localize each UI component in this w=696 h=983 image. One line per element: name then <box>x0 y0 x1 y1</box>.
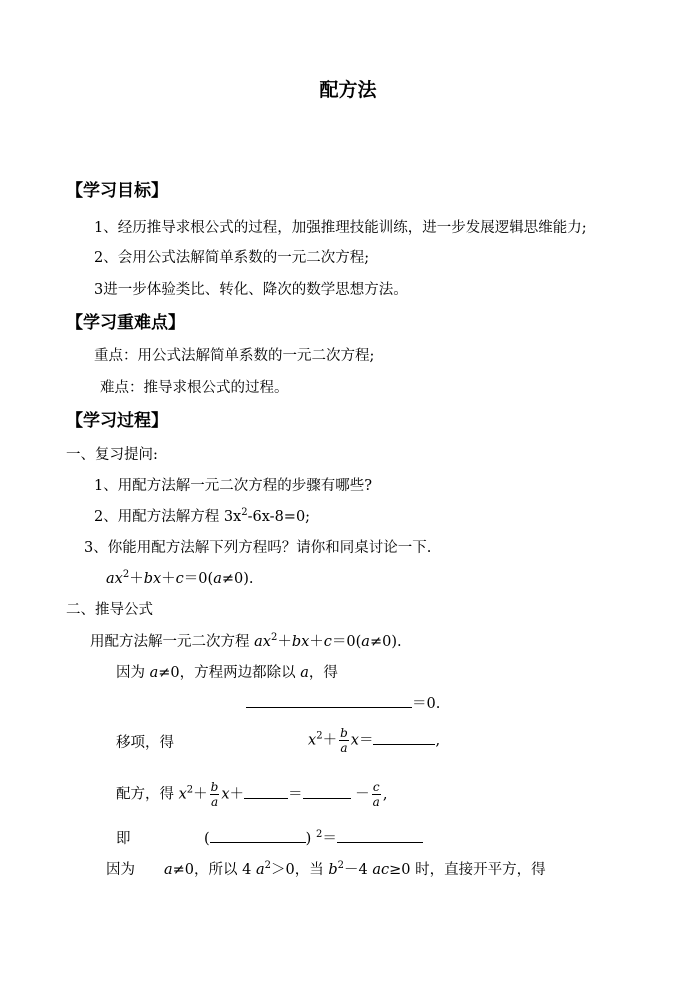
square-equation: ( ) $^2$＝ <box>204 829 423 849</box>
fill-blank[interactable] <box>373 732 435 745</box>
complete-square-step: 配方，得 $x^2+$ $\frac{b}{a}$ x＋ ＝ － $\frac{c}{a}$ , <box>116 780 388 809</box>
review-question-1: 1、用配方法解一元二次方程的步骤有哪些? <box>94 478 372 494</box>
process-heading: 【学习过程】 <box>66 411 168 431</box>
review-question-3: 3、你能用配方法解下列方程吗？请你和同桌讨论一下. <box>84 540 432 556</box>
fill-blank[interactable] <box>210 830 306 843</box>
review-heading: 一、复习提问: <box>66 447 158 463</box>
goal-item-1: 1、经历推导求根公式的过程，加强推理技能训练，进一步发展逻辑思维能力; <box>94 220 587 236</box>
keypoint-focus: 重点：用公式法解简单系数的一元二次方程; <box>94 348 375 364</box>
divide-step: 因为 a≠0，方程两边都除以 a，得 <box>116 665 338 681</box>
keypoints-heading: 【学习重难点】 <box>66 313 185 333</box>
goal-item-3: 3进一步体验类比、转化、降次的数学思想方法。 <box>94 282 408 298</box>
fill-blank[interactable] <box>337 830 423 843</box>
divided-equation: ＝0. <box>246 694 440 714</box>
condition-statement: a≠0，所以 4 $a^2>0$，当 $b^2-4$ ac≥0 时，直接开平方，得 <box>164 860 546 878</box>
fill-blank[interactable] <box>244 786 288 799</box>
fraction-b-over-a: $\frac{b}{a}$ <box>210 780 219 809</box>
fill-blank[interactable] <box>246 695 412 708</box>
document-title: 配方法 <box>319 79 377 101</box>
ie-label: 即 <box>116 831 131 847</box>
general-equation: $ax^2+bx+c=0(a\ne 0)$. <box>106 569 254 587</box>
move-label: 移项，得 <box>116 735 174 751</box>
review-question-2: 2、用配方法解方程 $3x^2-6x-8=0$; <box>94 507 311 525</box>
move-equation: $x^2+$ $\frac{b}{a}$ x＝ , <box>308 726 441 755</box>
fill-blank[interactable] <box>303 786 351 799</box>
because-label: 因为 <box>106 862 135 878</box>
fraction-c-over-a: $\frac{c}{a}$ <box>372 780 380 809</box>
keypoint-difficulty: 难点：推导求根公式的过程。 <box>100 380 289 396</box>
fraction-b-over-a: $\frac{b}{a}$ <box>340 726 348 755</box>
derive-heading: 二、推导公式 <box>66 602 153 618</box>
goals-heading: 【学习目标】 <box>66 181 168 201</box>
derive-intro: 用配方法解一元二次方程 $ax^2+bx+c=0(a\ne 0)$. <box>90 632 402 650</box>
goal-item-2: 2、会用公式法解简单系数的一元二次方程; <box>94 250 370 266</box>
